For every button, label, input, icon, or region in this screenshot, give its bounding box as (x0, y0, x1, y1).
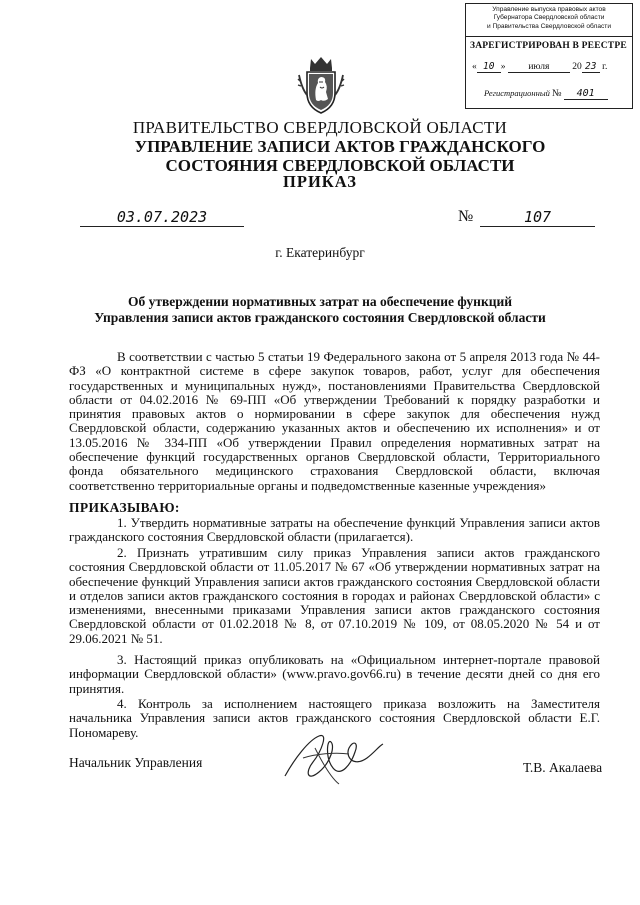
stamp-month: июля (508, 62, 570, 73)
order-number-sign: № (458, 208, 474, 225)
stamp-date (472, 61, 630, 73)
signatory-position: Начальник Управления (69, 755, 203, 770)
order-item: 1. Утвердить нормативные затраты на обеспечение функций Управления записи актов гражданского состояния Свердловской области (прилагается). (69, 515, 600, 545)
stamp-number-label: Регистрационный (484, 88, 550, 98)
order-date: 03.07.2023 (80, 208, 244, 227)
stamp-day: 10 (477, 61, 501, 73)
stamp-number-sign: № (551, 88, 562, 99)
city: г. Екатеринбург (275, 245, 365, 260)
document-title (0, 294, 640, 326)
document-type: ПРИКАЗ (283, 172, 357, 191)
order-word: ПРИКАЗЫВАЮ: (69, 500, 180, 515)
handwritten-signature (275, 728, 390, 788)
department-name: УПРАВЛЕНИЕ ЗАПИСИ АКТОВ ГРАЖДАНСКОГО СОСТОЯНИЯ СВЕРДЛОВСКОЙ ОБЛАСТИ (134, 137, 546, 175)
stamp-header-line: Управление выпуска правовых актов (492, 6, 606, 13)
stamp-number: 401 (564, 88, 608, 100)
signatory-name: Т.В. Акалаева (523, 760, 603, 775)
document-title-line: Управления записи актов гражданского состояния Свердловской области (94, 310, 546, 325)
order-item: 4. Контроль за исполнением настоящего приказа возложить на Заместителя начальника Управления записи актов гражданского состояния Свердловской области Е.Г. Пономареву. (69, 696, 600, 740)
stamp-registered-label: ЗАРЕГИСТРИРОВАН В РЕЕСТРЕ (470, 41, 627, 51)
document-title-line: Об утверждении нормативных затрат на обеспечение функций (127, 294, 513, 309)
coat-of-arms-emblem (297, 55, 345, 115)
preamble-paragraph: В соответствии с частью 5 статьи 19 Федерального закона от 5 апреля 2013 года № 44-ФЗ «О контрактной системе в сфере закупок товаров, работ, услуг для обеспечения государственных и муниципальных нужд», постановлениями Правительства Свердловской области от 04.02.2016 № 69-ПП «Об утверждении Требований к порядку разработки и принятия правовых актов о нормировании в сфере закупок для обеспечения нужд Свердловской области, содержанию указанных актов и обеспечению их исполнения» и от 13.05.2016 № 334-ПП «Об утверждении Правил определения нормативных затрат на обеспечение функций государственных органов Свердловской области, Территориального фонда обязательного медицинского страхования Свердловской области, включая соответственно территориальные органы и подведомственные казенные учреждения» (69, 349, 600, 493)
order-item: 3. Настоящий приказ опубликовать на «Официальном интернет-портале правовой информации Свердловской области» (www.pravo.gov66.ru) в течение десяти дней со дня его принятия. (69, 652, 600, 696)
stamp-header-line: и Правительства Свердловской области (486, 22, 612, 30)
stamp-year-prefix: 20 (572, 62, 582, 72)
stamp-quote-open: « (472, 62, 477, 72)
stamp-year-suffix: 23 (582, 61, 600, 73)
stamp-number-row (484, 88, 630, 100)
government-name: ПРАВИТЕЛЬСТВО СВЕРДЛОВСКОЙ ОБЛАСТИ (132, 118, 508, 137)
order-number: 107 (480, 208, 595, 227)
stamp-header-line: Губернатора Свердловской области (493, 14, 605, 22)
stamp-header (466, 4, 632, 37)
registration-stamp (465, 3, 633, 109)
stamp-year-unit: г. (602, 62, 608, 72)
stamp-quote-close: » (500, 62, 506, 72)
order-item: 2. Признать утратившим силу приказ Управления записи актов гражданского состояния Свердловской области от 11.05.2017 № 67 «Об утверждении нормативных затрат на обеспечение функций Управления записи актов гражданского состояния Свердловской области и отделов записи актов гражданского состояния в городах и районах Свердловской области» с изменениями, внесенными приказами Управления записи актов гражданского состояния Свердловской области от 01.02.2018 № 8, от 07.10.2019 № 109, от 08.05.2020 № 54 и от 29.06.2021 № 51. (69, 545, 600, 646)
